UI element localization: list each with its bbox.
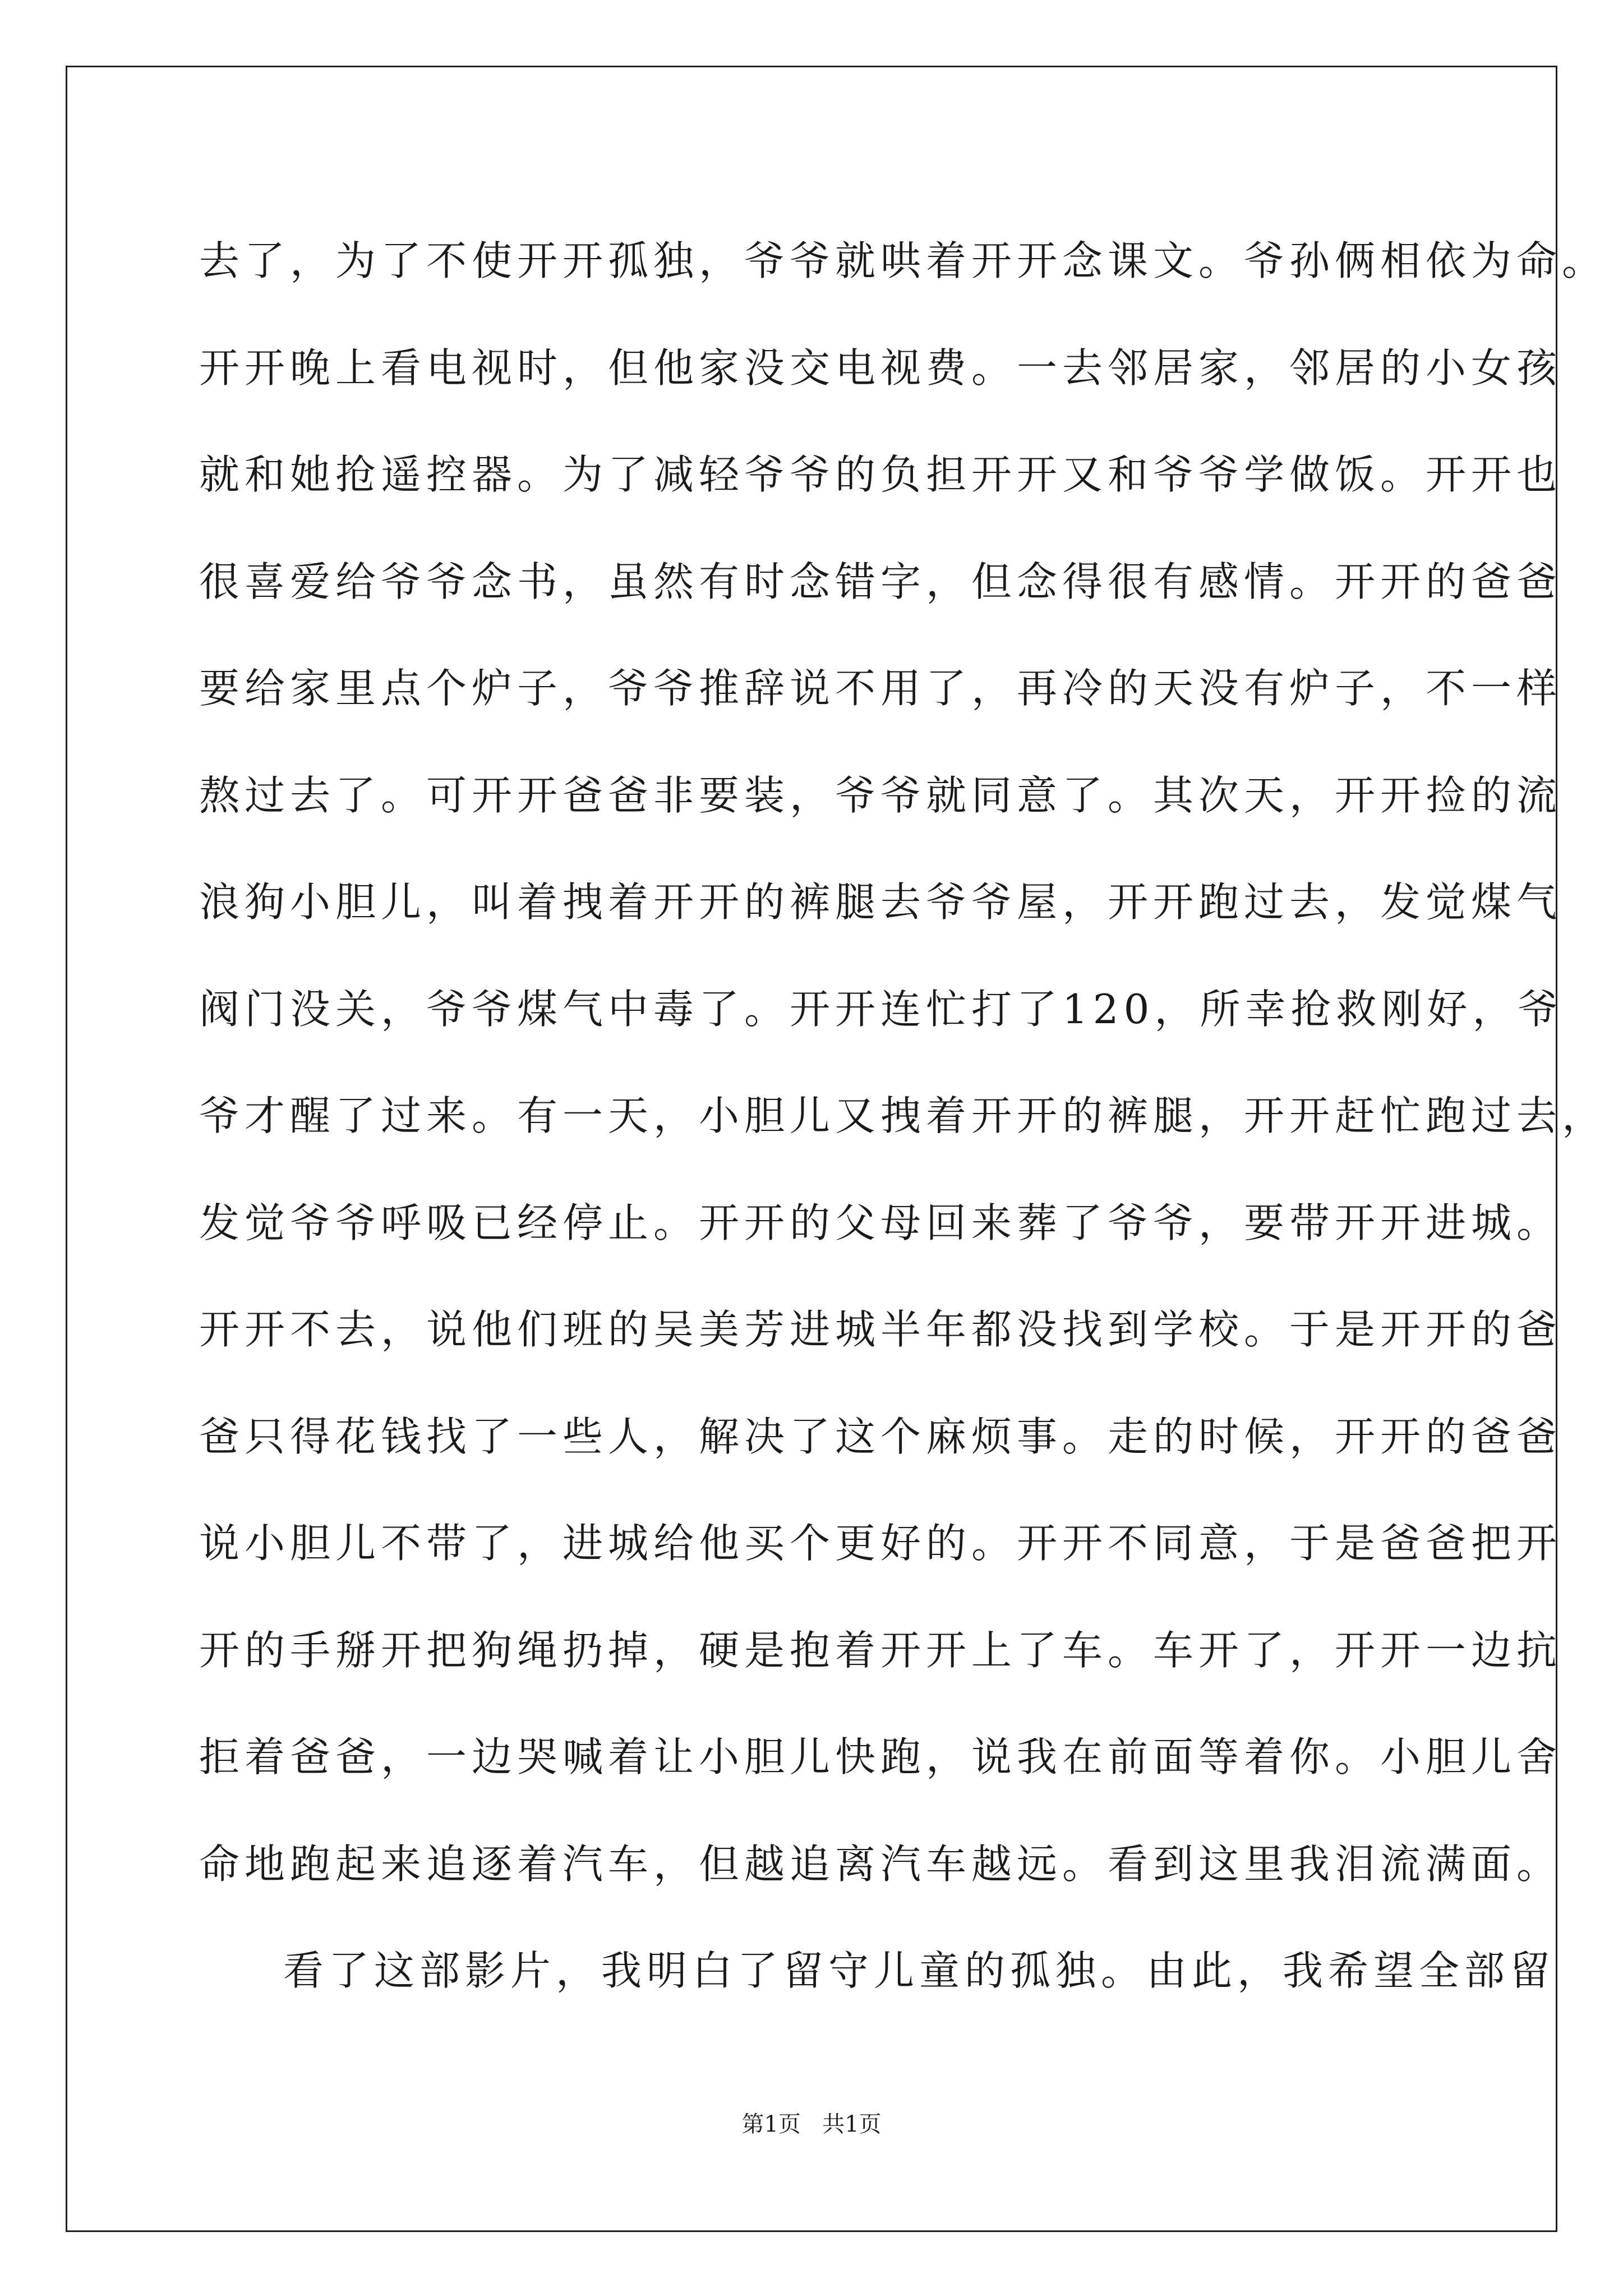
text-line: 说小胆儿不带了，进城给他买个更好的。开开不同意，于是爸爸把开	[199, 1520, 1562, 1567]
text-line: 命地跑起来追逐着汽车，但越追离汽车越远。看到这里我泪流满面。	[199, 1840, 1562, 1888]
text-line: 熬过去了。可开开爸爸非要装，爷爷就同意了。其次天，开开捡的流	[199, 771, 1562, 819]
text-line: 要给家里点个炉子，爷爷推辞说不用了，再冷的天没有炉子，不一样	[199, 665, 1562, 712]
text-line: 爸只得花钱找了一些人，解决了这个麻烦事。走的时候，开开的爸爸	[199, 1412, 1562, 1460]
text-line: 很喜爱给爷爷念书，虽然有时念错字，但念得很有感情。开开的爸爸	[199, 558, 1562, 605]
text-line: 去了，为了不使开开孤独，爷爷就哄着开开念课文。爷孙俩相依为命。	[199, 237, 1608, 284]
text-line: 开的手掰开把狗绳扔掉，硬是抱着开开上了车。车开了，开开一边抗	[199, 1626, 1562, 1674]
text-line: 爷才醒了过来。有一天，小胆儿又拽着开开的裤腿，开开赶忙跑过去，	[199, 1092, 1608, 1139]
text-line: 拒着爸爸，一边哭喊着让小胆儿快跑，说我在前面等着你。小胆儿舍	[199, 1733, 1562, 1780]
text-line: 浪狗小胆儿，叫着拽着开开的裤腿去爷爷屋，开开跑过去，发觉煤气	[199, 878, 1562, 926]
text-line: 发觉爷爷呼吸已经停止。开开的父母回来葬了爷爷，要带开开进城。	[199, 1199, 1562, 1246]
paragraph-start-line: 看了这部影片，我明白了留守儿童的孤独。由此，我希望全部留	[283, 1947, 1556, 1994]
text-line: 就和她抢遥控器。为了减轻爷爷的负担开开又和爷爷学做饭。开开也	[199, 451, 1562, 498]
text-line: 开开晚上看电视时，但他家没交电视费。一去邻居家，邻居的小女孩	[199, 344, 1562, 392]
text-line: 阀门没关，爷爷煤气中毒了。开开连忙打了120，所幸抢救刚好，爷	[199, 985, 1564, 1033]
text-line: 开开不去，说他们班的吴美芳进城半年都没找到学校。于是开开的爸	[199, 1306, 1562, 1353]
page-footer	[0, 2106, 1623, 2138]
page-total: 共1页	[822, 2111, 882, 2137]
document-body	[199, 208, 1608, 2024]
page-number: 第1页	[741, 2111, 801, 2137]
